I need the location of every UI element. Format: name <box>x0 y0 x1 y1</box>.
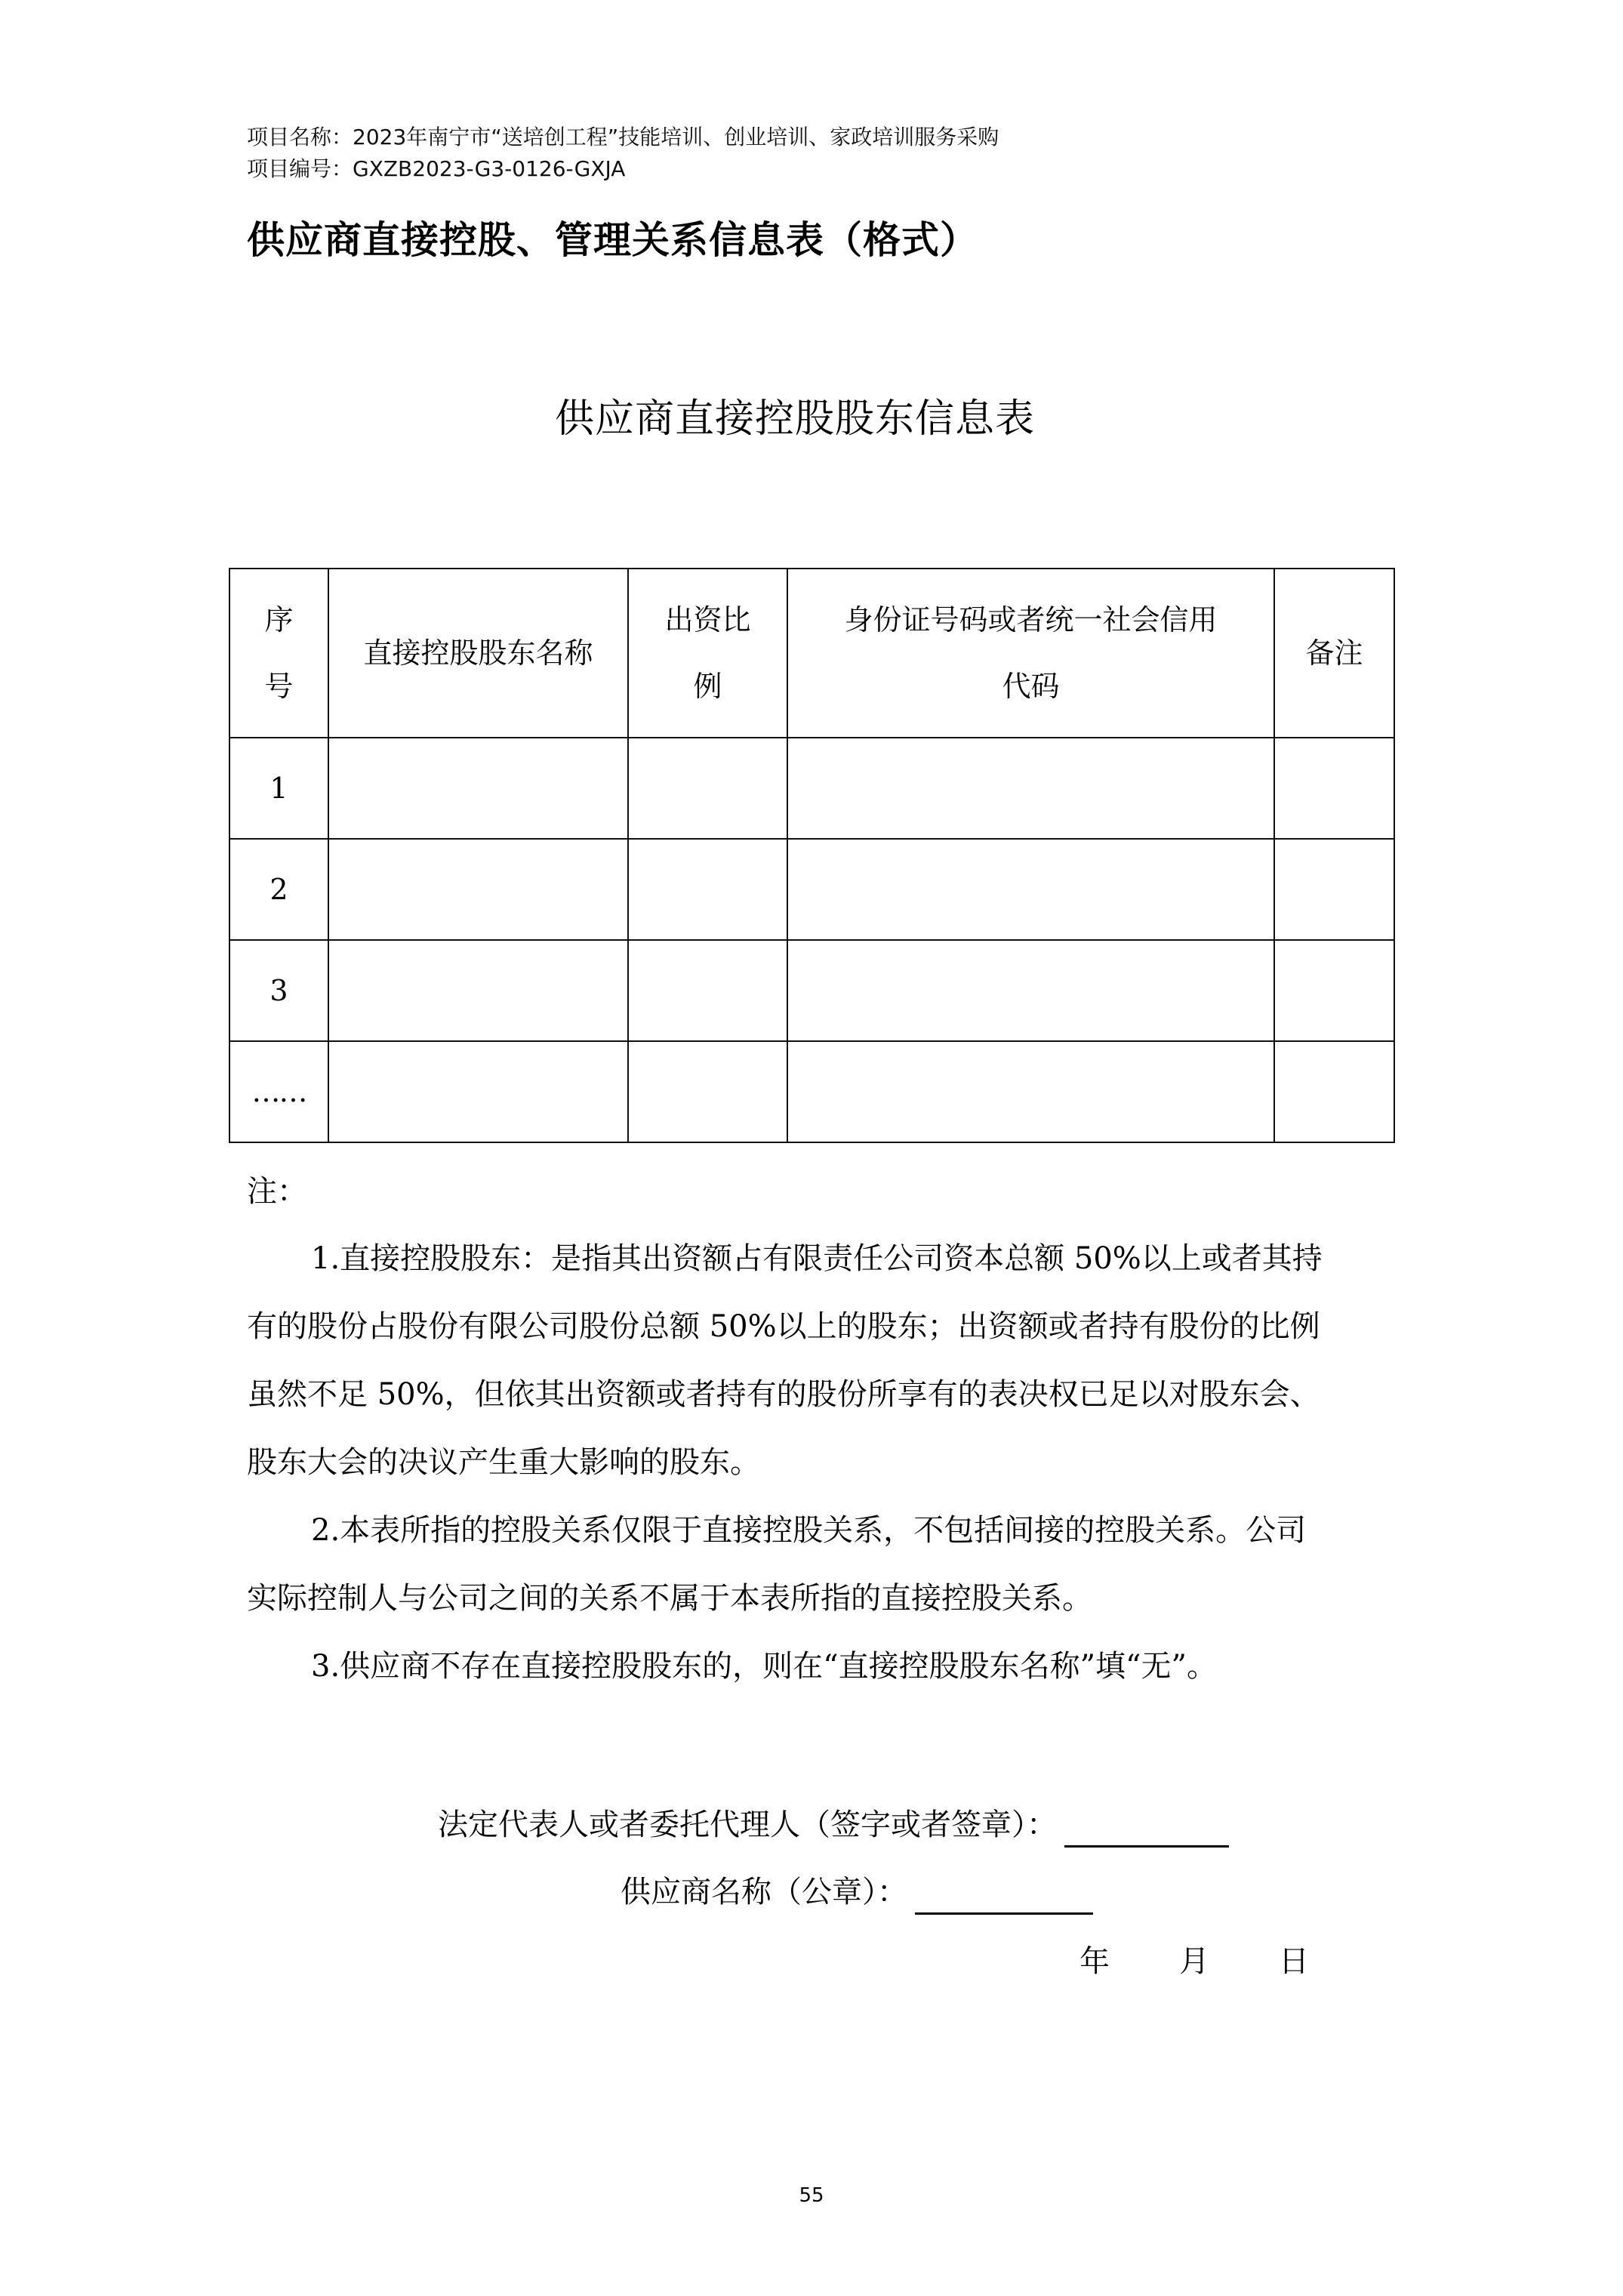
note-line: 有的股份占股份有限公司股份总额 50%以上的股东；出资额或者持有股份的比例 <box>247 1309 1320 1344</box>
table-row <box>229 1041 1394 1142</box>
table-row <box>229 839 1394 940</box>
note-line: 实际控制人与公司之间的关系不属于本表所指的直接控股关系。 <box>247 1581 1092 1616</box>
project-code: 项目编号：GXZB2023-G3-0126-GXJA <box>247 156 626 181</box>
id-code-cell[interactable] <box>787 1041 1274 1142</box>
note-line: 1.直接控股股东：是指其出资额占有限责任公司资本总额 50%以上或者其持 <box>311 1241 1323 1276</box>
id-code-cell[interactable] <box>787 940 1274 1041</box>
table-title: 供应商直接控股股东信息表 <box>555 396 1036 442</box>
page-title: 供应商直接控股、管理关系信息表（格式） <box>247 218 978 262</box>
shareholder-name-cell[interactable] <box>328 1041 628 1142</box>
supplier-seal-row <box>621 1869 1093 1915</box>
id-code-cell[interactable] <box>787 738 1274 839</box>
row-index: …… <box>229 1041 328 1142</box>
date-year: 年 <box>1079 1944 1110 1979</box>
note-line: 股东大会的决议产生重大影响的股东。 <box>247 1445 760 1480</box>
id-code-cell[interactable] <box>787 839 1274 940</box>
header-id-code: 身份证号码或者统一社会信用 代码 <box>787 569 1274 738</box>
ratio-cell[interactable] <box>628 1041 787 1142</box>
shareholder-name-cell[interactable] <box>328 940 628 1041</box>
supplier-label: 供应商名称（公章）： <box>621 1875 907 1909</box>
shareholder-name-cell[interactable] <box>328 738 628 839</box>
table-header-row <box>229 569 1394 738</box>
remark-cell[interactable] <box>1274 940 1394 1041</box>
notes-label: 注： <box>247 1174 307 1209</box>
page-number: 55 <box>799 2184 824 2207</box>
note-line: 虽然不足 50%，但依其出资额或者持有的股份所享有的表决权已足以对股东会、 <box>247 1377 1320 1412</box>
row-index: 3 <box>229 940 328 1041</box>
representative-signature-row <box>438 1802 1229 1848</box>
remark-cell[interactable] <box>1274 839 1394 940</box>
ratio-cell[interactable] <box>628 940 787 1041</box>
project-name: 项目名称：2023年南宁市“送培创工程”技能培训、创业培训、家政培训服务采购 <box>247 125 999 149</box>
representative-signature-field[interactable] <box>1064 1811 1229 1848</box>
ratio-cell[interactable] <box>628 839 787 940</box>
table-row <box>229 940 1394 1041</box>
row-index: 1 <box>229 738 328 839</box>
ratio-cell[interactable] <box>628 738 787 839</box>
supplier-seal-field[interactable] <box>915 1878 1093 1915</box>
remark-cell[interactable] <box>1274 738 1394 839</box>
row-index: 2 <box>229 839 328 940</box>
date-month: 月 <box>1179 1944 1209 1979</box>
representative-label: 法定代表人或者委托代理人（签字或者签章）： <box>438 1808 1057 1842</box>
remark-cell[interactable] <box>1274 1041 1394 1142</box>
header-index: 序 号 <box>229 569 328 738</box>
table-row <box>229 738 1394 839</box>
header-ratio: 出资比 例 <box>628 569 787 738</box>
shareholder-name-cell[interactable] <box>328 839 628 940</box>
header-remark: 备注 <box>1274 569 1394 738</box>
shareholder-table <box>229 568 1395 1143</box>
date-row <box>1079 1939 1309 1984</box>
note-line: 2.本表所指的控股关系仅限于直接控股关系，不包括间接的控股关系。公司 <box>311 1513 1307 1548</box>
date-day: 日 <box>1279 1944 1309 1979</box>
note-line: 3.供应商不存在直接控股股东的，则在“直接控股股东名称”填“无”。 <box>311 1649 1217 1684</box>
header-shareholder-name: 直接控股股东名称 <box>328 569 628 738</box>
